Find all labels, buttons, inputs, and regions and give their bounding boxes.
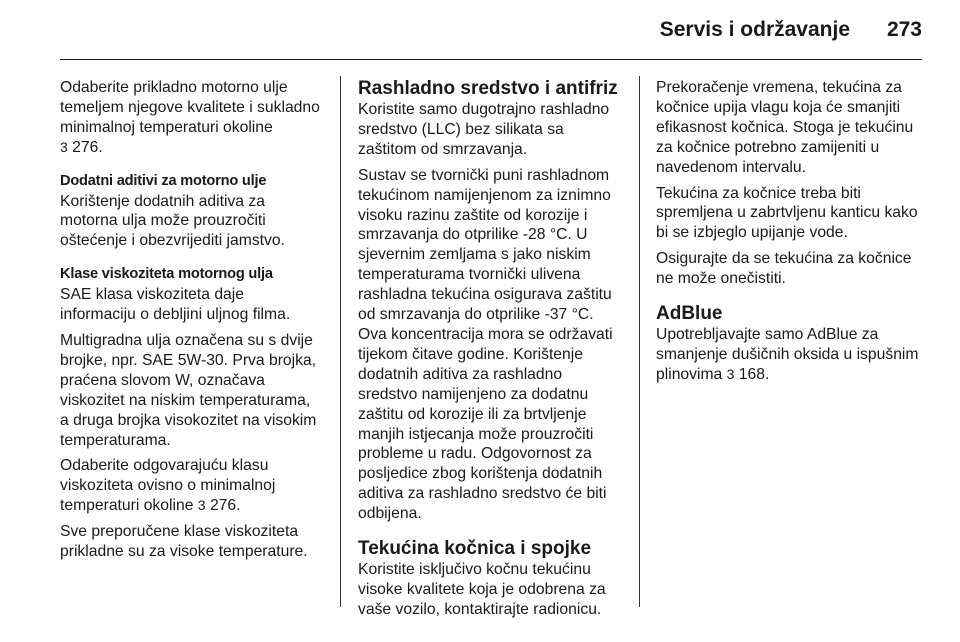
brake-paragraph-2: Tekućina za kočnice treba biti spremljena u zabrtvljenu kanticu kako bi se izbjeglo upijanje vode. (656, 184, 918, 242)
subheading-additives: Dodatni aditivi za motorno ulje (60, 172, 267, 189)
coolant-paragraph-1: Koristite samo dugotrajno rashladno sredstvo (LLC) bez silikata sa zaštitom od smrzavanja. (358, 101, 610, 158)
page-ref-arrow-icon: 3 (60, 138, 68, 155)
heading-coolant: Rashladno sredstvo i antifriz (358, 78, 618, 99)
viscosity-paragraph-4: Sve preporučene klase viskoziteta prikladne su za visoke temperature. (60, 523, 308, 561)
header-title: Servis i održavanje (659, 18, 850, 41)
page-ref-link[interactable]: 276. (209, 497, 241, 515)
coolant-paragraph-2: Sustav se tvornički puni rashladnom tekućinom namijenjenom za iznimno visoku razinu zaštite od korozije i smrzavanja do otprilike -28 °C. U sjevernim zemljama s jako niskim temperaturama tvornički ulivena rashladna tekućina osigurava zaštitu od smrzavanja do otprilike -37 °C. Ova koncentracija mora se održavati tijekom čitave godine. Korištenje dodatnih aditiva za rashladno sredstvo namijenjeno za dodatnu zaštitu od korozije ili za brtvljenje manjih istjecanja može prouzročiti probleme u radu. Odgovornost za posljedice zbog korištenja dodatnih aditiva za rashladno sredstvo će biti odbijena. (358, 166, 613, 523)
viscosity-paragraph-3: Odaberite odgovarajuću klasu viskoziteta ovisno o minimalnoj temperaturi okoline 3 276. (60, 457, 276, 515)
page-number: 273 (886, 18, 922, 41)
page-ref-arrow-icon: 3 (197, 497, 206, 514)
page-ref-link[interactable]: 168. (738, 365, 770, 383)
additives-paragraph: Korištenje dodatnih aditiva za motorna ulja može prouzročiti oštećenje i obezvrijediti jamstvo. (60, 192, 285, 250)
page-ref-link[interactable]: 276. (72, 138, 103, 156)
intro-paragraph: Odaberite prikladno motorno ulje temeljem njegove kvalitete i sukladno minimalnoj temperaturi okoline 3 276. (60, 79, 320, 156)
brake-paragraph-1: Prekoračenje vremena, tekućina za kočnice upija vlagu koja će smanjiti efikasnost kočnica. Stoga je tekućinu za kočnice potrebno zamijeniti u navedenom intervalu. (656, 79, 914, 176)
column-divider-left (340, 76, 341, 607)
adblue-paragraph: Upotrebljavajte samo AdBlue za smanjenje dušičnih oksida u ispušnim plinovima 3 168. (656, 326, 919, 383)
heading-brake-fluid: Tekućina kočnica i spojke (358, 538, 592, 560)
subheading-viscosity: Klase viskoziteta motornog ulja (60, 266, 273, 283)
column-middle (358, 78, 630, 626)
heading-adblue: AdBlue (656, 303, 723, 325)
brake-paragraph-3: Osigurajte da se tekućina za kočnice ne može onečistiti. (656, 250, 912, 288)
brake-fluid-paragraph: Koristite isključivo kočnu tekućinu visoke kvalitete koja je odobrena za vaše vozilo, kontaktirajte radionicu. (358, 561, 606, 618)
viscosity-paragraph-1: SAE klasa viskoziteta daje informaciju o debljini uljnog filma. (60, 286, 291, 324)
page-header (60, 8, 922, 60)
viscosity-paragraph-2: Multigradna ulja označena su s dvije brojke, npr. SAE 5W-30. Prva brojka, praćena slovom W, označava viskozitet na niskim temperaturama, a druga brojka visokozitet na visokim temperaturama. (60, 331, 317, 449)
column-left (60, 78, 332, 568)
page-ref-arrow-icon: 3 (726, 365, 735, 382)
column-right (656, 78, 928, 391)
column-divider-right (639, 76, 640, 607)
